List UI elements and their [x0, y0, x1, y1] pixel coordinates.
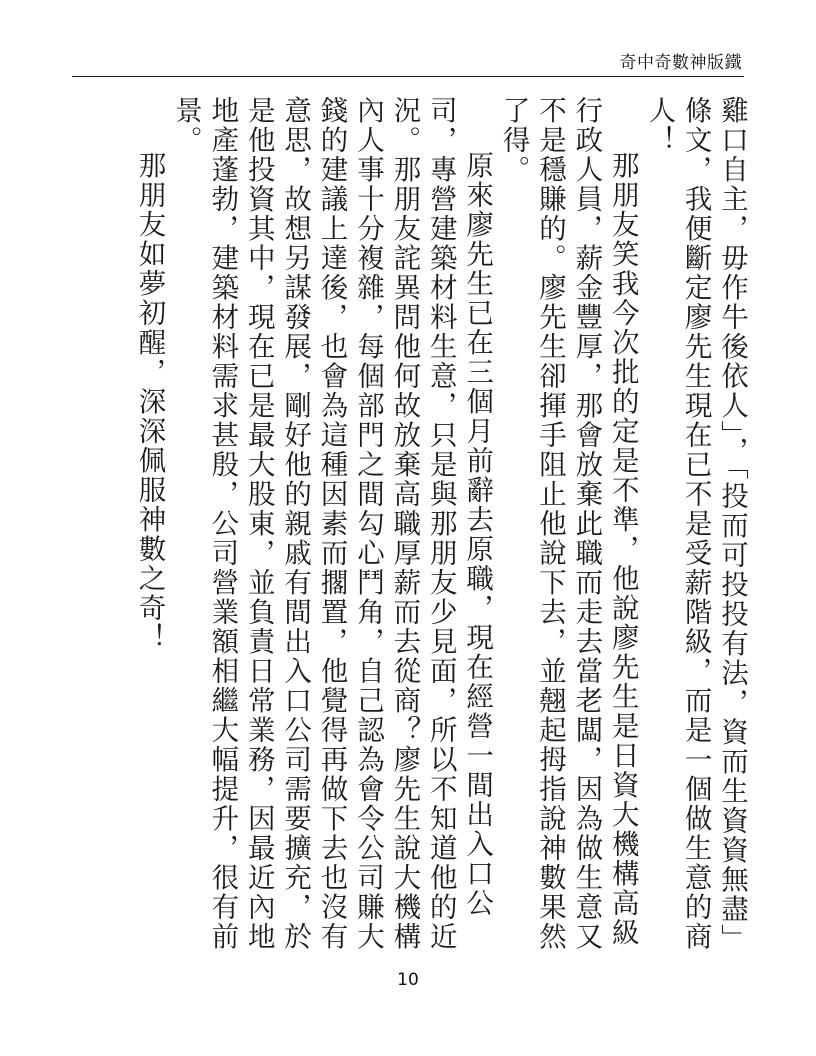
body-text [133, 96, 750, 956]
paragraph: 那朋友如夢初醒，深深佩服神數之奇！ [133, 151, 166, 653]
paragraph-continuation: 雞口自主，毋作牛後依人」，「投而可投投有法，資而生資資無盡」條文，我便斷定廖先生現在已不是受薪階級，而是一個做生意的商人！ [643, 96, 748, 954]
paragraph: 那朋友笑我今次批的定是不準，他說廖先生是日資大機構高級行政人員，薪金豐厚，那會放棄此職而走去當老闆，因為做生意又不是穩賺的。廖先生卻揮手阻止他說下去，並翹起拇指說神數果然了得。 [497, 96, 639, 952]
paragraph: 原來廖先生已在三個月前辭去原職，現在經營一間出入口公司，專營建築材料生意，只是與那朋友少見面，所以不知道他的近況。那朋友詫異問他何故放棄高職厚薪而去從商？廖先生說大機構內人事十分複雜，每個部門之間勾心鬥角，自己認為會令公司賺大錢的建議上達後，也會為這種因素而擱置，他覺得再做下去也沒有意思，故想另謀發展，剛好他的親戚有間出入口公司需要擴充，於是他投資其中，現在已是最大股東，並負責日常業務，因最近內地地產蓬勃，建築材料需求甚殷，公司營業額相繼大幅提升，很有前景。 [169, 96, 494, 952]
book-title: 奇中奇數神版鐵 [619, 53, 742, 73]
header-rule [72, 76, 744, 77]
page-header [0, 0, 816, 80]
page-number: 10 [397, 970, 419, 990]
